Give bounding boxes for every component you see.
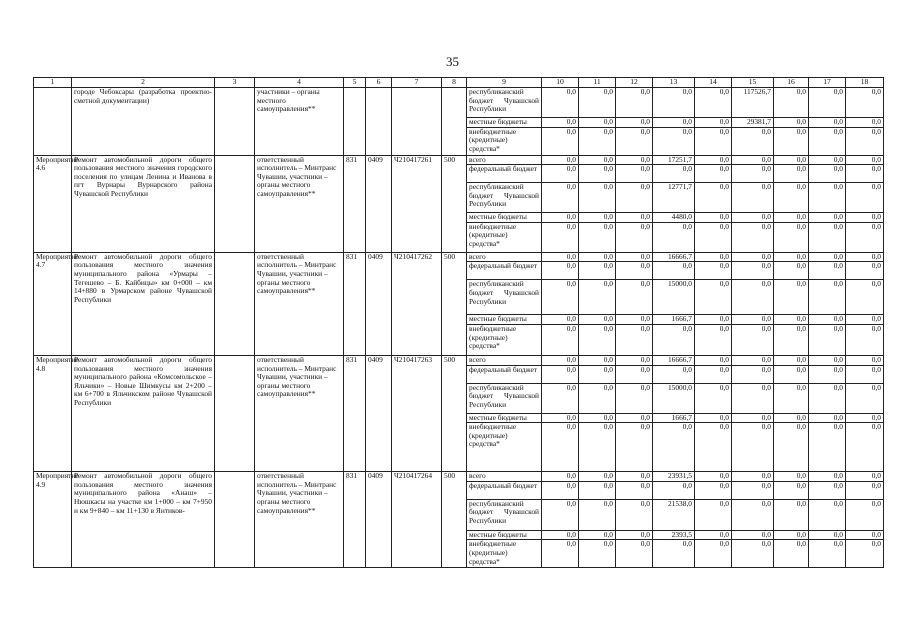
section-code: 0409 <box>366 472 392 568</box>
value-cell: 0,0 <box>695 222 732 252</box>
header-cell: 3 <box>215 78 255 88</box>
empty-col-3 <box>215 252 255 355</box>
responsible-party: ответственный исполнитель – Минтранс Чувашии, участники – органы местного самоуправления** <box>255 252 344 355</box>
value-cell: 0,0 <box>732 165 774 183</box>
value-cell: 0,0 <box>542 127 579 155</box>
gr-code: 831 <box>344 155 366 252</box>
value-cell: 0,0 <box>732 324 774 355</box>
value-cell: 0,0 <box>846 127 884 155</box>
value-cell: 1666,7 <box>653 315 695 325</box>
value-cell: 29381,7 <box>732 118 774 128</box>
value-cell: 0,0 <box>579 280 616 315</box>
value-cell: 0,0 <box>846 88 884 118</box>
budget-table <box>33 77 884 568</box>
header-cell: 8 <box>442 78 467 88</box>
value-cell: 0,0 <box>695 183 732 213</box>
value-cell: 0,0 <box>579 262 616 280</box>
funding-source: местные бюджеты <box>467 213 542 223</box>
header-cell: 15 <box>732 78 774 88</box>
value-cell: 0,0 <box>653 118 695 128</box>
value-cell: 0,0 <box>774 481 809 499</box>
value-cell: 0,0 <box>846 262 884 280</box>
value-cell: 0,0 <box>846 413 884 423</box>
header-cell: 4 <box>255 78 344 88</box>
value-cell: 0,0 <box>653 165 695 183</box>
value-cell: 0,0 <box>542 183 579 213</box>
value-cell: 0,0 <box>809 540 846 568</box>
value-cell: 0,0 <box>846 355 884 365</box>
value-cell: 0,0 <box>732 481 774 499</box>
value-cell: 0,0 <box>542 315 579 325</box>
value-cell: 117526,7 <box>732 88 774 118</box>
value-cell: 0,0 <box>542 155 579 165</box>
value-cell: 0,0 <box>732 413 774 423</box>
value-cell: 0,0 <box>809 324 846 355</box>
header-cell: 1 <box>34 78 72 88</box>
value-cell: 0,0 <box>542 530 579 540</box>
value-cell: 0,0 <box>732 155 774 165</box>
value-cell: 21538,0 <box>653 499 695 530</box>
value-cell: 0,0 <box>616 252 653 262</box>
value-cell: 0,0 <box>653 365 695 383</box>
value-cell: 0,0 <box>579 423 616 472</box>
value-cell: 0,0 <box>809 383 846 413</box>
value-cell: 0,0 <box>695 252 732 262</box>
value-cell: 0,0 <box>616 324 653 355</box>
value-cell: 0,0 <box>809 499 846 530</box>
value-cell: 0,0 <box>542 280 579 315</box>
header-cell: 10 <box>542 78 579 88</box>
value-cell: 0,0 <box>774 365 809 383</box>
value-cell: 0,0 <box>695 383 732 413</box>
activity-code: Мероприятие 4.9 <box>34 472 72 568</box>
responsible-party: ответственный исполнитель – Минтранс Чувашии, участники – органы местного самоуправления** <box>255 472 344 568</box>
value-cell: 0,0 <box>542 499 579 530</box>
value-cell: 0,0 <box>579 413 616 423</box>
responsible-party: ответственный исполнитель – Минтранс Чувашии, участники – органы местного самоуправления** <box>255 355 344 471</box>
value-cell: 0,0 <box>695 155 732 165</box>
value-cell: 0,0 <box>732 280 774 315</box>
value-cell: 0,0 <box>809 315 846 325</box>
funding-source: всего <box>467 252 542 262</box>
empty-col-3 <box>215 355 255 471</box>
value-cell: 1666,7 <box>653 413 695 423</box>
funding-source: всего <box>467 472 542 482</box>
section-code: 0409 <box>366 252 392 355</box>
expense-type-code: 500 <box>442 155 467 252</box>
value-cell: 0,0 <box>774 165 809 183</box>
value-cell: 0,0 <box>774 413 809 423</box>
responsible-party: участники – органы местного самоуправления** <box>255 88 344 156</box>
value-cell: 0,0 <box>774 280 809 315</box>
value-cell: 0,0 <box>616 213 653 223</box>
value-cell: 0,0 <box>579 165 616 183</box>
value-cell: 0,0 <box>846 165 884 183</box>
table-body <box>34 78 884 568</box>
value-cell: 0,0 <box>809 222 846 252</box>
value-cell: 0,0 <box>653 222 695 252</box>
value-cell: 0,0 <box>809 280 846 315</box>
value-cell: 12771,7 <box>653 183 695 213</box>
funding-source: всего <box>467 155 542 165</box>
value-cell: 0,0 <box>732 213 774 223</box>
value-cell: 0,0 <box>616 280 653 315</box>
value-cell: 0,0 <box>695 280 732 315</box>
header-cell: 5 <box>344 78 366 88</box>
funding-source: республиканский бюджет Чувашской Республики <box>467 183 542 213</box>
header-cell: 9 <box>467 78 542 88</box>
value-cell: 0,0 <box>846 324 884 355</box>
header-cell: 17 <box>809 78 846 88</box>
gr-code: 831 <box>344 355 366 471</box>
value-cell: 0,0 <box>846 540 884 568</box>
value-cell: 0,0 <box>809 118 846 128</box>
header-cell: 12 <box>616 78 653 88</box>
value-cell: 0,0 <box>653 88 695 118</box>
value-cell: 0,0 <box>653 262 695 280</box>
table-row <box>34 252 884 262</box>
funding-source: местные бюджеты <box>467 413 542 423</box>
expense-type-code: 500 <box>442 355 467 471</box>
value-cell: 0,0 <box>695 530 732 540</box>
value-cell: 0,0 <box>774 127 809 155</box>
value-cell: 0,0 <box>732 222 774 252</box>
funding-source: местные бюджеты <box>467 118 542 128</box>
value-cell: 0,0 <box>809 155 846 165</box>
section-code: 0409 <box>366 155 392 252</box>
value-cell: 17251,7 <box>653 155 695 165</box>
value-cell: 0,0 <box>809 88 846 118</box>
value-cell: 0,0 <box>774 383 809 413</box>
value-cell: 0,0 <box>774 155 809 165</box>
value-cell: 0,0 <box>542 413 579 423</box>
target-article-code: Ч210417263 <box>392 355 442 471</box>
table-row <box>34 472 884 482</box>
value-cell: 0,0 <box>809 413 846 423</box>
value-cell: 0,0 <box>616 365 653 383</box>
activity-name: городе Чебоксары (разработка проектно-сметной документации) <box>72 88 215 156</box>
funding-source: внебюджетные (кредитные) средства* <box>467 423 542 472</box>
activity-code <box>34 88 72 156</box>
value-cell: 0,0 <box>653 127 695 155</box>
value-cell: 0,0 <box>846 499 884 530</box>
value-cell: 0,0 <box>616 165 653 183</box>
value-cell: 0,0 <box>695 165 732 183</box>
value-cell: 0,0 <box>579 324 616 355</box>
funding-source: федеральный бюджет <box>467 165 542 183</box>
value-cell: 0,0 <box>542 213 579 223</box>
value-cell: 0,0 <box>695 540 732 568</box>
activity-name: Ремонт автомобильной дороги общего пользования местного значения муниципального района «Комсомольское – Яльчики» – Новые Шимкусы км 2+200 – км 6+700 в Яльчикском районе Чувашской Республики <box>72 355 215 471</box>
value-cell: 0,0 <box>809 472 846 482</box>
value-cell: 0,0 <box>616 499 653 530</box>
value-cell: 0,0 <box>774 213 809 223</box>
value-cell: 0,0 <box>846 213 884 223</box>
value-cell: 0,0 <box>616 222 653 252</box>
table-row <box>34 88 884 118</box>
value-cell: 0,0 <box>579 118 616 128</box>
funding-source: республиканский бюджет Чувашской Республики <box>467 499 542 530</box>
value-cell: 0,0 <box>732 365 774 383</box>
header-cell: 14 <box>695 78 732 88</box>
value-cell: 0,0 <box>542 383 579 413</box>
header-cell: 6 <box>366 78 392 88</box>
value-cell: 0,0 <box>653 481 695 499</box>
value-cell: 0,0 <box>732 383 774 413</box>
value-cell: 0,0 <box>774 355 809 365</box>
table-row <box>34 155 884 165</box>
activity-name: Ремонт автомобильной дороги общего пользования местного значения городского поселения по улицам Ленина и Иванова в пгт Вурнары Вурнарского района Чувашской Республики <box>72 155 215 252</box>
value-cell: 0,0 <box>809 355 846 365</box>
value-cell: 0,0 <box>774 472 809 482</box>
value-cell: 0,0 <box>846 530 884 540</box>
value-cell: 0,0 <box>846 183 884 213</box>
empty-col-3 <box>215 88 255 156</box>
value-cell: 0,0 <box>542 324 579 355</box>
gr-code: 831 <box>344 472 366 568</box>
activity-code: Мероприятие 4.8 <box>34 355 72 471</box>
value-cell: 0,0 <box>846 315 884 325</box>
funding-source: федеральный бюджет <box>467 262 542 280</box>
value-cell: 0,0 <box>732 183 774 213</box>
value-cell: 0,0 <box>616 540 653 568</box>
funding-source: местные бюджеты <box>467 315 542 325</box>
value-cell: 0,0 <box>616 127 653 155</box>
table-row <box>34 355 884 365</box>
value-cell: 0,0 <box>579 472 616 482</box>
value-cell: 0,0 <box>695 365 732 383</box>
activity-code: Мероприятие 4.6 <box>34 155 72 252</box>
value-cell: 0,0 <box>774 262 809 280</box>
value-cell: 0,0 <box>579 88 616 118</box>
section-code: 0409 <box>366 355 392 471</box>
value-cell: 0,0 <box>695 315 732 325</box>
value-cell: 16666,7 <box>653 355 695 365</box>
value-cell: 0,0 <box>732 127 774 155</box>
value-cell: 0,0 <box>579 365 616 383</box>
value-cell: 0,0 <box>616 155 653 165</box>
header-cell: 13 <box>653 78 695 88</box>
gr-code <box>344 88 366 156</box>
funding-source: федеральный бюджет <box>467 481 542 499</box>
value-cell: 0,0 <box>579 540 616 568</box>
value-cell: 0,0 <box>616 315 653 325</box>
funding-source: республиканский бюджет Чувашской Республики <box>467 383 542 413</box>
value-cell: 0,0 <box>579 499 616 530</box>
value-cell: 0,0 <box>695 481 732 499</box>
value-cell: 0,0 <box>616 530 653 540</box>
value-cell: 0,0 <box>542 365 579 383</box>
value-cell: 0,0 <box>579 183 616 213</box>
value-cell: 0,0 <box>542 423 579 472</box>
funding-source: внебюджетные (кредитные) средства* <box>467 127 542 155</box>
value-cell: 0,0 <box>774 183 809 213</box>
value-cell: 0,0 <box>695 472 732 482</box>
value-cell: 0,0 <box>846 252 884 262</box>
value-cell: 0,0 <box>732 472 774 482</box>
value-cell: 0,0 <box>695 423 732 472</box>
value-cell: 0,0 <box>846 155 884 165</box>
expense-type-code <box>442 88 467 156</box>
value-cell: 0,0 <box>774 540 809 568</box>
value-cell: 0,0 <box>695 262 732 280</box>
value-cell: 0,0 <box>774 324 809 355</box>
activity-name: Ремонт автомобильной дороги общего пользования местного значения муниципального района «Урмары – Тегешево – Б. Кайбицы» км 0+000 – км 14+880 в Урмарском районе Чувашской Республики <box>72 252 215 355</box>
value-cell: 0,0 <box>579 315 616 325</box>
value-cell: 0,0 <box>732 540 774 568</box>
value-cell: 0,0 <box>732 423 774 472</box>
expense-type-code: 500 <box>442 472 467 568</box>
target-article-code: Ч210417264 <box>392 472 442 568</box>
value-cell: 0,0 <box>695 213 732 223</box>
activity-name: Ремонт автомобильной дороги общего пользования местного значения муниципального района «Анаш» – Нюшкасы на участке км 1+000 – км 7+950 и км 9+840 – км 11+130 в Янтиков- <box>72 472 215 568</box>
value-cell: 0,0 <box>809 481 846 499</box>
value-cell: 0,0 <box>809 262 846 280</box>
value-cell: 0,0 <box>616 262 653 280</box>
funding-source: федеральный бюджет <box>467 365 542 383</box>
value-cell: 0,0 <box>542 118 579 128</box>
value-cell: 4480,0 <box>653 213 695 223</box>
value-cell: 0,0 <box>542 262 579 280</box>
value-cell: 0,0 <box>732 315 774 325</box>
section-code <box>366 88 392 156</box>
value-cell: 0,0 <box>695 118 732 128</box>
value-cell: 0,0 <box>809 252 846 262</box>
value-cell: 0,0 <box>579 252 616 262</box>
value-cell: 0,0 <box>809 165 846 183</box>
value-cell: 0,0 <box>732 355 774 365</box>
empty-col-3 <box>215 155 255 252</box>
value-cell: 0,0 <box>846 423 884 472</box>
value-cell: 2393,5 <box>653 530 695 540</box>
value-cell: 0,0 <box>809 183 846 213</box>
funding-source: внебюджетные (кредитные) средства* <box>467 324 542 355</box>
value-cell: 0,0 <box>579 127 616 155</box>
value-cell: 0,0 <box>542 472 579 482</box>
value-cell: 0,0 <box>774 423 809 472</box>
value-cell: 0,0 <box>542 481 579 499</box>
value-cell: 0,0 <box>846 481 884 499</box>
value-cell: 0,0 <box>616 413 653 423</box>
value-cell: 15000,0 <box>653 280 695 315</box>
value-cell: 0,0 <box>616 183 653 213</box>
value-cell: 0,0 <box>809 213 846 223</box>
value-cell: 0,0 <box>579 530 616 540</box>
value-cell: 0,0 <box>846 383 884 413</box>
value-cell: 0,0 <box>732 252 774 262</box>
value-cell: 0,0 <box>653 324 695 355</box>
value-cell: 0,0 <box>774 315 809 325</box>
value-cell: 0,0 <box>774 88 809 118</box>
value-cell: 0,0 <box>542 222 579 252</box>
value-cell: 0,0 <box>616 88 653 118</box>
value-cell: 0,0 <box>616 383 653 413</box>
value-cell: 0,0 <box>579 155 616 165</box>
expense-type-code: 500 <box>442 252 467 355</box>
header-cell: 11 <box>579 78 616 88</box>
value-cell: 23931,5 <box>653 472 695 482</box>
funding-source: республиканский бюджет Чувашской Республики <box>467 280 542 315</box>
header-cell: 2 <box>72 78 215 88</box>
value-cell: 0,0 <box>653 540 695 568</box>
value-cell: 0,0 <box>579 383 616 413</box>
value-cell: 0,0 <box>774 499 809 530</box>
value-cell: 0,0 <box>809 127 846 155</box>
value-cell: 0,0 <box>774 252 809 262</box>
funding-source: внебюджетные (кредитные) средства* <box>467 540 542 568</box>
value-cell: 0,0 <box>579 222 616 252</box>
value-cell: 0,0 <box>846 472 884 482</box>
column-number-header <box>34 78 884 88</box>
value-cell: 0,0 <box>695 355 732 365</box>
value-cell: 0,0 <box>695 88 732 118</box>
target-article-code <box>392 88 442 156</box>
header-cell: 18 <box>846 78 884 88</box>
activity-code: Мероприятие 4.7 <box>34 252 72 355</box>
value-cell: 0,0 <box>846 222 884 252</box>
value-cell: 0,0 <box>616 472 653 482</box>
value-cell: 0,0 <box>616 118 653 128</box>
value-cell: 0,0 <box>653 423 695 472</box>
value-cell: 0,0 <box>732 262 774 280</box>
value-cell: 0,0 <box>542 252 579 262</box>
value-cell: 0,0 <box>809 530 846 540</box>
value-cell: 0,0 <box>846 365 884 383</box>
value-cell: 0,0 <box>579 481 616 499</box>
value-cell: 0,0 <box>846 118 884 128</box>
value-cell: 0,0 <box>774 222 809 252</box>
target-article-code: Ч210417261 <box>392 155 442 252</box>
value-cell: 0,0 <box>695 499 732 530</box>
funding-source: внебюджетные (кредитные) средства* <box>467 222 542 252</box>
funding-source: всего <box>467 355 542 365</box>
page-number: 35 <box>446 54 459 69</box>
value-cell: 0,0 <box>695 413 732 423</box>
value-cell: 0,0 <box>542 88 579 118</box>
responsible-party: ответственный исполнитель – Минтранс Чувашии, участники – органы местного самоуправления** <box>255 155 344 252</box>
value-cell: 0,0 <box>616 355 653 365</box>
value-cell: 0,0 <box>774 530 809 540</box>
value-cell: 0,0 <box>542 540 579 568</box>
value-cell: 15000,0 <box>653 383 695 413</box>
header-cell: 16 <box>774 78 809 88</box>
header-cell: 7 <box>392 78 442 88</box>
value-cell: 0,0 <box>809 423 846 472</box>
empty-col-3 <box>215 472 255 568</box>
funding-source: местные бюджеты <box>467 530 542 540</box>
value-cell: 0,0 <box>695 324 732 355</box>
value-cell: 0,0 <box>579 355 616 365</box>
value-cell: 0,0 <box>616 423 653 472</box>
value-cell: 0,0 <box>732 530 774 540</box>
value-cell: 0,0 <box>774 118 809 128</box>
value-cell: 0,0 <box>542 355 579 365</box>
value-cell: 0,0 <box>846 280 884 315</box>
target-article-code: Ч210417262 <box>392 252 442 355</box>
value-cell: 0,0 <box>542 165 579 183</box>
value-cell: 16666,7 <box>653 252 695 262</box>
value-cell: 0,0 <box>809 365 846 383</box>
value-cell: 0,0 <box>579 213 616 223</box>
funding-source: республиканский бюджет Чувашской Республики <box>467 88 542 118</box>
value-cell: 0,0 <box>616 481 653 499</box>
gr-code: 831 <box>344 252 366 355</box>
value-cell: 0,0 <box>695 127 732 155</box>
value-cell: 0,0 <box>732 499 774 530</box>
